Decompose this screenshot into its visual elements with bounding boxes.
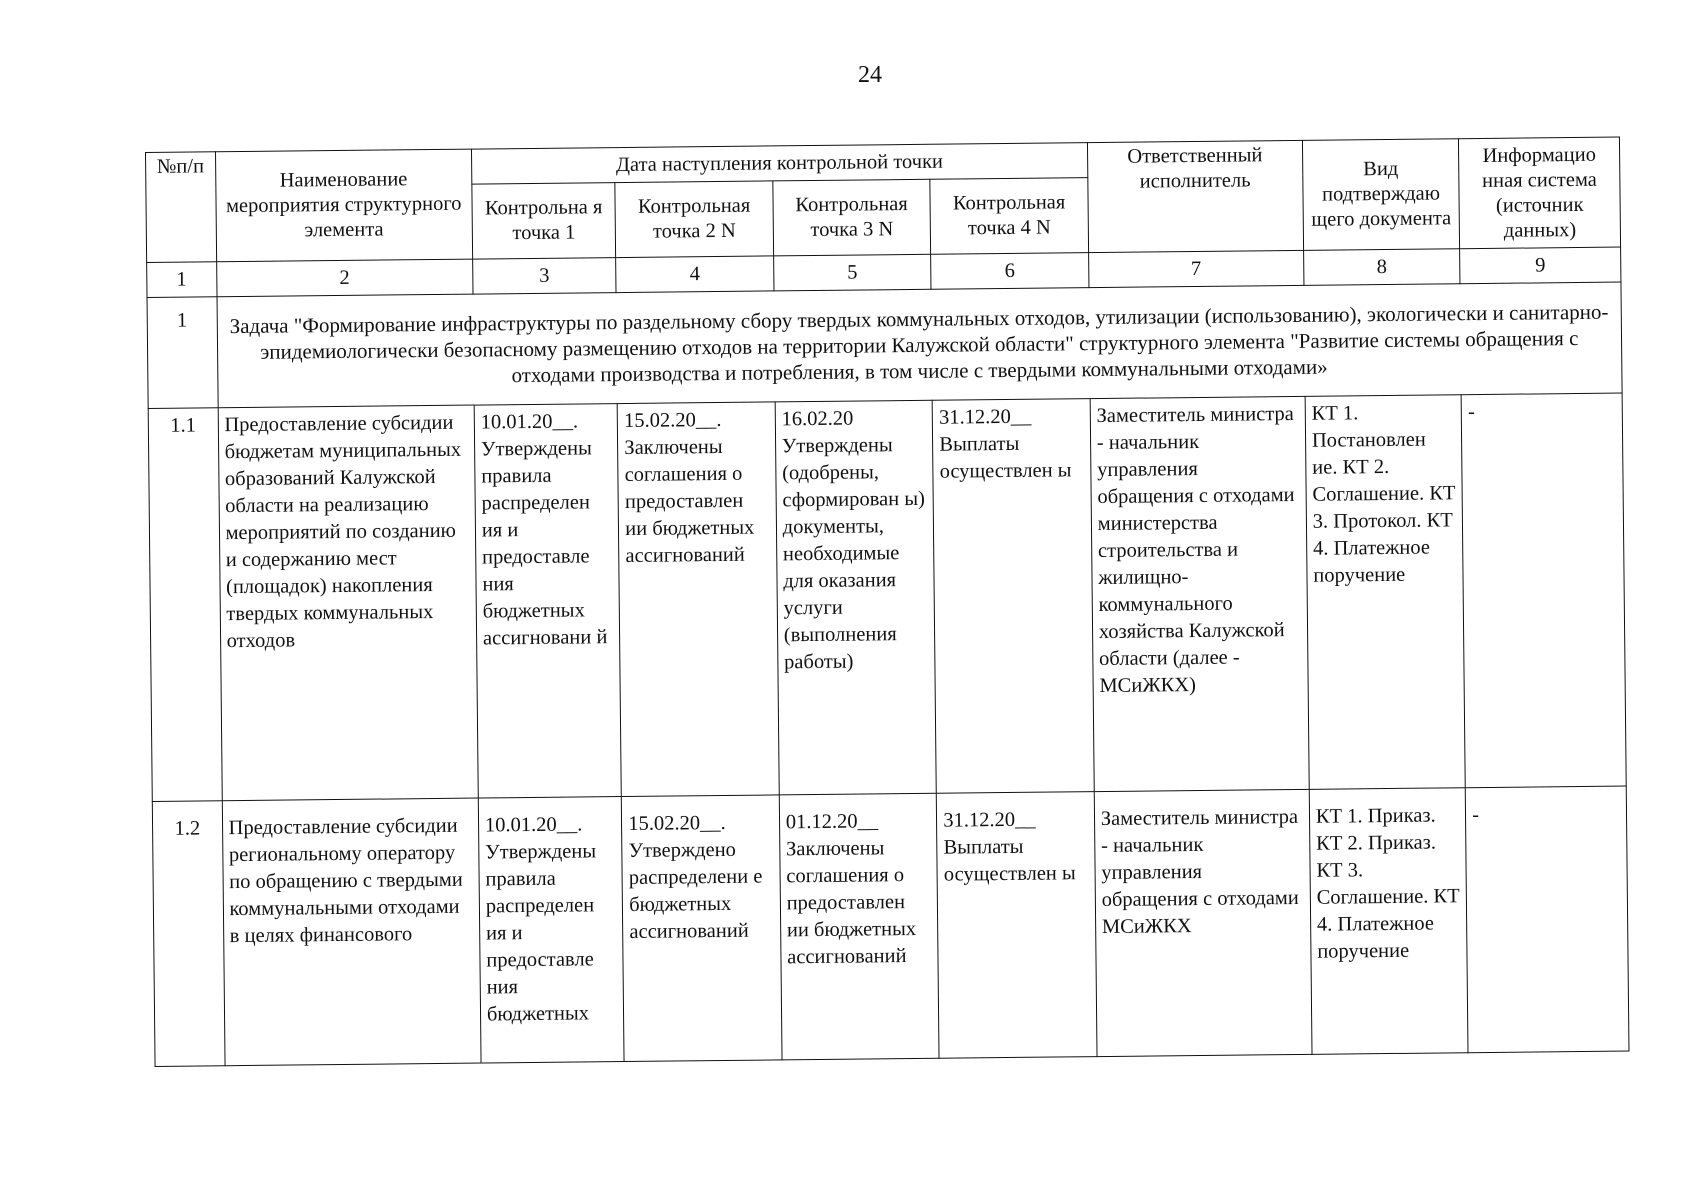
row-responsible: Заместитель министра - начальник управления обращения с отходами МСиЖКХ <box>1094 789 1312 1056</box>
row-kt4: 31.12.20__ Выплаты осуществлен ы <box>932 399 1094 794</box>
header-kt1: Контрольна я точка 1 <box>472 183 616 259</box>
row-info-system: - <box>1461 393 1626 788</box>
header-dates: Дата наступления контрольной точки <box>471 143 1087 184</box>
header-doc-type: Вид подтверждаю щего документа <box>1302 139 1460 251</box>
column-number: 4 <box>616 256 774 293</box>
header-name: Наименование мероприятия структурного элемента <box>215 149 472 262</box>
row-activity-name: Предоставление субсидии бюджетам муниципальных образований Калужской области на реализацию мероприятий по созданию и содержанию мест (площадок) накопления твердых коммунальных отходов <box>218 405 478 801</box>
column-number: 6 <box>931 253 1089 290</box>
row-kt2: 15.02.20__. Заключены соглашения о предоставлен ии бюджетных ассигнований <box>617 402 779 797</box>
row-activity-name: Предоставление субсидии региональному оператору по обращению с твердыми коммунальными отходами в целях финансового <box>222 798 481 1066</box>
column-number: 5 <box>773 254 931 291</box>
column-number: 8 <box>1303 249 1460 286</box>
task-number: 1 <box>147 297 218 409</box>
column-number: 7 <box>1088 250 1303 287</box>
header-kt4: Контрольная точка 4 N <box>930 178 1088 255</box>
row-kt3: 16.02.20 Утверждены (одобрены, сформирован ы) документы, необходимые для оказания услуги (выполнения работы) <box>775 400 937 795</box>
column-number: 3 <box>472 258 616 294</box>
header-responsible: Ответственный исполнитель <box>1087 140 1303 252</box>
row-number: 1.1 <box>148 408 222 802</box>
row-kt1: 10.01.20__. Утверждены правила распределен ия и предоставле ния бюджетных ассигновани й <box>474 404 621 798</box>
header-num: №п/п <box>146 152 217 263</box>
row-doc-type: КТ 1. Приказ. КТ 2. Приказ. КТ 3. Соглашение. КТ 4. Платежное поручение <box>1309 788 1468 1055</box>
task-description: Задача "Формирование инфраструктуры по раздельному сбору твердых коммунальных отходов, утилизации (использованию), экологически и санитарно-эпидемиологически безопасному размещению отходов на территории Калужской области" структурного элемента "Развитие системы обращения с отходами производства и потребления, в том числе с твердыми коммунальными отходами» <box>217 282 1623 408</box>
task-row <box>147 282 1622 408</box>
control-points-table-wrap <box>145 137 1630 1067</box>
row-kt1: 10.01.20__. Утверждены правила распределен ия и предоставле ния бюджетных <box>478 797 624 1063</box>
header-info-system: Информацио нная система (источник данных) <box>1459 137 1621 249</box>
table-row <box>152 786 1629 1066</box>
table-row <box>148 393 1626 801</box>
row-kt2: 15.02.20__. Утверждено распределени е бюджетных ассигнований <box>622 795 782 1062</box>
column-number: 1 <box>147 262 217 298</box>
header-kt2: Контрольная точка 2 N <box>615 181 773 258</box>
row-kt4: 31.12.20__ Выплаты осуществлен ы <box>936 792 1096 1059</box>
row-doc-type: КТ 1. Постановлен ие. КТ 2. Соглашение. КТ 3. Протокол. КТ 4. Платежное поручение <box>1305 395 1466 790</box>
page-number: 24 <box>858 62 882 88</box>
row-info-system: - <box>1465 786 1629 1053</box>
control-points-table <box>145 137 1630 1067</box>
row-kt3: 01.12.20__ Заключены соглашения о предоставлен ии бюджетных ассигнований <box>779 793 939 1060</box>
column-number: 9 <box>1460 247 1621 284</box>
column-number: 2 <box>216 259 473 297</box>
row-responsible: Заместитель министра - начальник управления обращения с отходами министерства строительства и жилищно-коммунального хозяйства Калужской области (далее - МСиЖКХ) <box>1090 396 1309 791</box>
header-kt3: Контрольная точка 3 N <box>773 179 931 256</box>
row-number: 1.2 <box>152 801 224 1067</box>
